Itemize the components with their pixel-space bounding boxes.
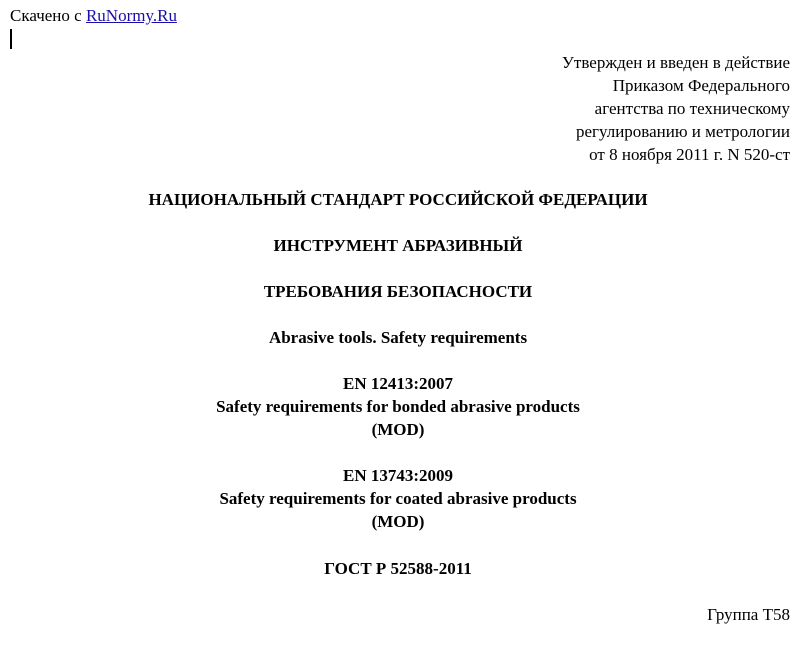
- source-link[interactable]: RuNormy.Ru: [85, 6, 177, 25]
- source-line: [10, 6, 177, 26]
- standard-subtitle: ТРЕБОВАНИЯ БЕЗОПАСНОСТИ: [263, 282, 533, 301]
- approval-line: регулированию и метрологии: [575, 122, 790, 141]
- approval-line: агентства по техническому: [594, 99, 790, 118]
- reference-code: EN 12413:2007: [342, 374, 454, 393]
- approval-block: [562, 51, 790, 166]
- standard-heading: НАЦИОНАЛЬНЫЙ СТАНДАРТ РОССИЙСКОЙ ФЕДЕРАЦИИ: [148, 190, 648, 209]
- gost-designation: ГОСТ Р 52588-2011: [324, 559, 472, 578]
- source-prefix: Скачено с: [10, 6, 86, 25]
- reference-block: [0, 464, 796, 533]
- reference-degree: (MOD): [371, 420, 425, 439]
- english-title: Abrasive tools. Safety requirements: [268, 328, 528, 347]
- reference-code: EN 13743:2009: [342, 466, 454, 485]
- reference-degree: (MOD): [371, 512, 425, 531]
- approval-line: Приказом Федерального: [612, 76, 790, 95]
- reference-title: Safety requirements for coated abrasive products: [219, 489, 577, 508]
- approval-line: от 8 ноября 2011 г. N 520-ст: [589, 145, 790, 164]
- reference-title: Safety requirements for bonded abrasive products: [216, 397, 580, 416]
- approval-line: Утвержден и введен в действие: [561, 53, 790, 72]
- text-cursor: [10, 29, 12, 49]
- standard-title: ИНСТРУМЕНТ АБРАЗИВНЫЙ: [273, 236, 523, 255]
- reference-block: [0, 372, 796, 441]
- group-code: Группа Т58: [707, 605, 790, 624]
